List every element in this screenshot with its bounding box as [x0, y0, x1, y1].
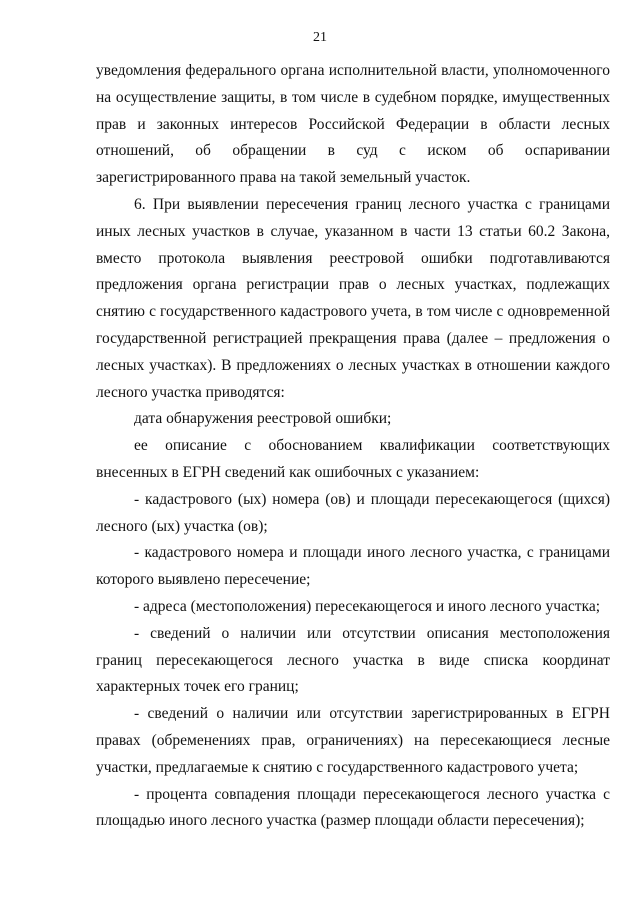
page-number: 21 [313, 30, 327, 45]
list-item-cadastral-numbers: - кадастрового (ых) номера (ов) и площади пересекающегося (щихся) лесного (ых) участка (ов); [96, 490, 610, 535]
list-item-area-overlap: - процента совпадения площади пересекающегося лесного участка с площадью иного лесного участка (размер площади области пересечения); [96, 785, 610, 830]
paragraph-detection-date: дата обнаружения реестровой ошибки; [134, 410, 392, 428]
paragraph-notification-continuation: уведомления федерального органа исполнительной власти, уполномоченного на осуществление защиты, в том числе в судебном порядке, имущественных прав и законных интересов Российской Федерации в области лесных отношений, об обращении в суд с иском об оспаривании зарегистрированного права на такой земельный участок. [96, 62, 610, 187]
list-item-other-plot-number: - кадастрового номера и площади иного лесного участка, с границами которого выявлено пересечение; [96, 544, 610, 589]
paragraph-item-6: 6. При выявлении пересечения границ лесного участка с границами иных лесных участков в случае, указанном в части 13 статьи 60.2 Закона, вместо протокола выявления реестровой ошибки подготавливаются предложения органа регистрации прав о лесных участках, подлежащих снятию с государственного кадастрового учета, в том числе с одновременной государственной регистрацией прекращения права (далее – предложения о лесных участках). В предложениях о лесных участках в отношении каждого лесного участка приводятся: [96, 195, 610, 401]
paragraph-error-description: ее описание с обоснованием квалификации соответствующих внесенных в ЕГРН сведений как ошибочных с указанием: [96, 437, 610, 481]
list-item-address: - адреса (местоположения) пересекающегося и иного лесного участка; [134, 597, 601, 615]
list-item-boundary-description: - сведений о наличии или отсутствии описания местоположения границ пересекающегося лесного участка в виде списка координат характерных точек его границ; [96, 624, 610, 696]
document-body [96, 58, 610, 835]
list-item-registered-rights: - сведений о наличии или отсутствии зарегистрированных в ЕГРН правах (обременениях прав, ограничениях) на пересекающиеся лесные участки, предлагаемые к снятию с государственного кадастрового учета; [96, 705, 610, 776]
